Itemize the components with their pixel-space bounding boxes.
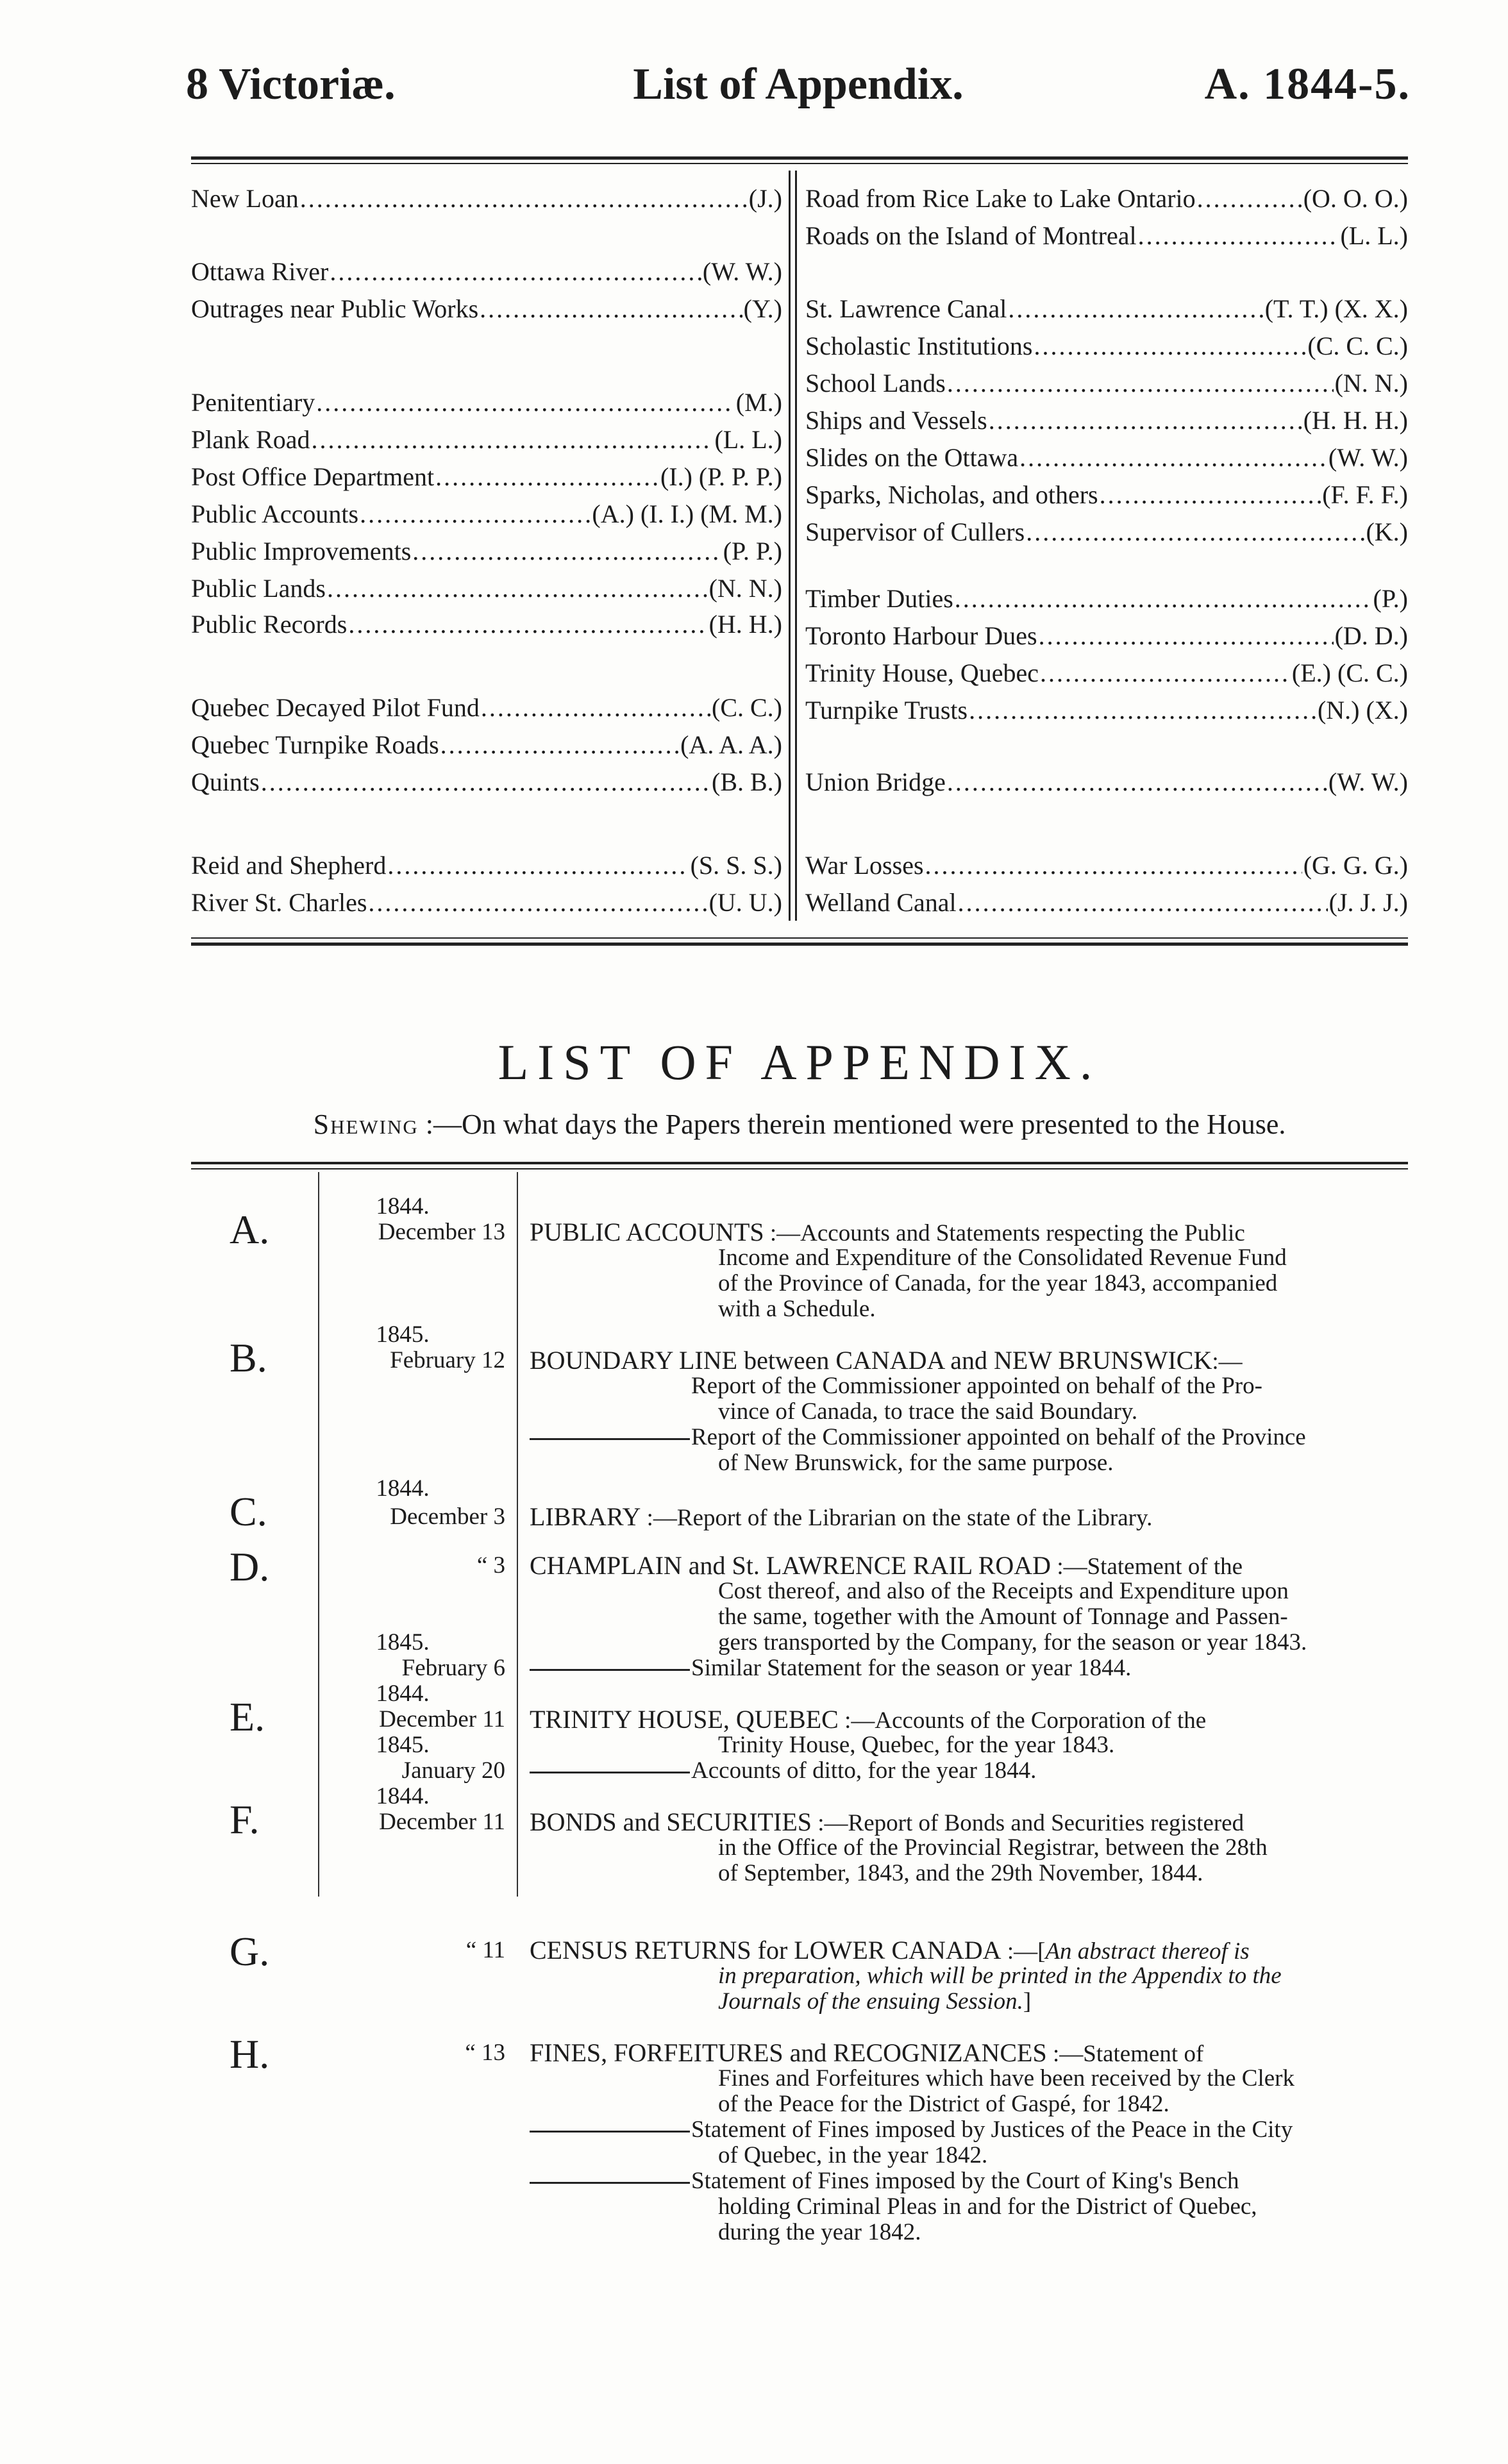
- subject-index: [191, 181, 1408, 923]
- entry-line: BONDS and SECURITIES :—Report of Bonds and Securities registered: [530, 1807, 1244, 1836]
- index-entry: Ottawa River ..... (W. W.): [191, 254, 782, 290]
- index-right-column: [805, 181, 1408, 923]
- presented-year: 1845.: [376, 1629, 430, 1655]
- index-bottom-rule-thick: [191, 943, 1408, 946]
- index-entry: River St. Charles ..... (U. U.): [191, 885, 782, 921]
- section-subtitle: Shewing :—On what days the Papers therein mentioned were presented to the House.: [313, 1109, 1286, 1140]
- ditto-dash: [530, 2182, 690, 2184]
- appendix-letter: G.: [230, 1929, 270, 1974]
- index-bottom-rule-thin: [191, 937, 1408, 939]
- header-rule-thick: [191, 156, 1408, 160]
- index-entry: Union Bridge ..... (W. W.): [805, 764, 1408, 800]
- entry-line: Statement of Fines imposed by Justices of the Peace in the City: [530, 2117, 1293, 2143]
- index-entry: Quints ..... (B. B.): [191, 764, 782, 800]
- entry-heading: BONDS and SECURITIES: [530, 1807, 812, 1836]
- list-top-rule-thin: [191, 1168, 1408, 1169]
- column-divider: [318, 1172, 319, 1897]
- index-entry: Quebec Decayed Pilot Fund ..... (C. C.): [191, 690, 782, 726]
- index-entry: Scholastic Institutions ..... (C. C. C.): [805, 328, 1408, 364]
- entry-line: holding Criminal Pleas in and for the District of Quebec,: [718, 2193, 1257, 2220]
- ditto-dash: [530, 1772, 690, 1773]
- index-entry: Public Improvements ..... (P. P.): [191, 533, 782, 569]
- entry-line: Accounts of ditto, for the year 1844.: [530, 1758, 1036, 1784]
- entry-line: of New Brunswick, for the same purpose.: [718, 1450, 1114, 1476]
- presented-year: 1844.: [376, 1475, 430, 1502]
- entry-line: in the Office of the Provincial Registrar, between the 28th: [718, 1834, 1268, 1861]
- index-entry: Public Records ..... (H. H.): [191, 607, 782, 642]
- entry-line: vince of Canada, to trace the said Boundary.: [718, 1398, 1138, 1425]
- header-rule-thin: [191, 163, 1408, 164]
- presented-date: February 12: [390, 1347, 505, 1373]
- entry-heading: FINES, FORFEITURES and RECOGNIZANCES: [530, 2038, 1047, 2067]
- appendix-letter: F.: [230, 1797, 260, 1842]
- presented-year: 1844.: [376, 1680, 430, 1707]
- index-entry: Outrages near Public Works ..... (Y.): [191, 291, 782, 327]
- entry-line: with a Schedule.: [718, 1296, 876, 1322]
- section-title: LIST OF APPENDIX.: [498, 1034, 1102, 1090]
- header-title: List of Appendix.: [633, 60, 964, 109]
- index-entry: Penitentiary ..... (M.): [191, 385, 782, 421]
- entry-line: Statement of Fines imposed by the Court of King's Bench: [530, 2168, 1239, 2194]
- index-entry: Reid and Shepherd ..... (S. S. S.): [191, 848, 782, 884]
- appendix-letter: E.: [230, 1694, 265, 1739]
- entry-line: during the year 1842.: [718, 2219, 921, 2245]
- index-entry: St. Lawrence Canal ..... (T. T.) (X. X.): [805, 291, 1408, 327]
- entry-line: FINES, FORFEITURES and RECOGNIZANCES :—Statement of: [530, 2038, 1204, 2067]
- running-header: [186, 59, 1411, 117]
- entry-line: Report of the Commissioner appointed on behalf of the Pro-: [691, 1373, 1262, 1399]
- presented-year: 1845.: [376, 1321, 430, 1348]
- entry-heading: TRINITY HOUSE, QUEBEC: [530, 1705, 839, 1734]
- entry-heading: PUBLIC ACCOUNTS: [530, 1218, 764, 1246]
- ditto-dash: [530, 1438, 690, 1440]
- index-left-column: [191, 181, 782, 923]
- appendix-list: [191, 1172, 1408, 2339]
- index-entry: War Losses ..... (G. G. G.): [805, 848, 1408, 884]
- header-year: A. 1844-5.: [1204, 60, 1411, 109]
- entry-line: Report of the Commissioner appointed on behalf of the Province: [530, 1425, 1306, 1450]
- index-entry: Post Office Department ..... (I.) (P. P. P.): [191, 459, 782, 495]
- index-entry: Ships and Vessels ..... (H. H. H.): [805, 403, 1408, 439]
- ditto-dash: [530, 1669, 690, 1671]
- entry-line: of Quebec, in the year 1842.: [718, 2142, 988, 2168]
- entry-line: CHAMPLAIN and St. LAWRENCE RAIL ROAD :—Statement of the: [530, 1551, 1243, 1580]
- index-entry: Public Accounts ..... (A.) (I. I.) (M. M.): [191, 496, 782, 532]
- index-entry: Quebec Turnpike Roads ..... (A. A. A.): [191, 727, 782, 763]
- index-column-divider: [789, 171, 791, 921]
- index-entry: Turnpike Trusts ..... (N.) (X.): [805, 692, 1408, 728]
- entry-line: in preparation, which will be printed in the Appendix to the: [718, 1963, 1282, 1989]
- entry-heading: LIBRARY: [530, 1502, 641, 1531]
- entry-heading: BOUNDARY LINE between CANADA and NEW BRUNSWICK: [530, 1346, 1212, 1375]
- ditto-dash: [530, 2131, 690, 2133]
- entry-line: Income and Expenditure of the Consolidated Revenue Fund: [718, 1245, 1287, 1271]
- entry-line: TRINITY HOUSE, QUEBEC :—Accounts of the Corporation of the: [530, 1705, 1207, 1734]
- index-entry: Toronto Harbour Dues ..... (D. D.): [805, 618, 1408, 654]
- index-entry: Supervisor of Cullers ..... (K.): [805, 514, 1408, 550]
- presented-date: January 20: [401, 1757, 505, 1784]
- index-entry: Welland Canal ..... (J. J. J.): [805, 885, 1408, 921]
- index-entry: Road from Rice Lake to Lake Ontario ..... (O. O. O.): [805, 181, 1408, 217]
- entry-line: LIBRARY :—Report of the Librarian on the state of the Library.: [530, 1502, 1153, 1531]
- presented-year: 1844.: [376, 1193, 430, 1219]
- entry-line: the same, together with the Amount of Tonnage and Passen-: [718, 1604, 1288, 1630]
- index-entry: Trinity House, Quebec ..... (E.) (C. C.): [805, 655, 1408, 691]
- entry-line: gers transported by the Company, for the season or year 1843.: [718, 1629, 1307, 1655]
- index-entry: New Loan ..... (J.): [191, 181, 782, 217]
- index-entry: Public Lands ..... (N. N.): [191, 571, 782, 607]
- entry-line: PUBLIC ACCOUNTS :—Accounts and Statements respecting the Public: [530, 1218, 1245, 1246]
- presented-year: 1844.: [376, 1783, 430, 1809]
- entry-line: CENSUS RETURNS for LOWER CANADA :—[An abstract thereof is: [530, 1936, 1250, 1965]
- entry-line: Similar Statement for the season or year 1844.: [530, 1655, 1131, 1681]
- entry-line: Trinity House, Quebec, for the year 1843.: [718, 1732, 1115, 1758]
- header-session: 8 Victoriæ.: [186, 60, 396, 109]
- presented-date: February 6: [401, 1655, 505, 1681]
- entry-heading: CHAMPLAIN and St. LAWRENCE RAIL ROAD: [530, 1551, 1051, 1580]
- appendix-letter: A.: [230, 1207, 270, 1252]
- appendix-letter: C.: [230, 1489, 267, 1534]
- index-entry: Slides on the Ottawa ..... (W. W.): [805, 440, 1408, 476]
- entry-line: of September, 1843, and the 29th November, 1844.: [718, 1860, 1203, 1886]
- entry-line: Fines and Forfeitures which have been received by the Clerk: [718, 2065, 1295, 2091]
- presented-date: December 11: [379, 1706, 505, 1732]
- index-column-divider: [795, 171, 797, 921]
- presented-date: “ 3: [476, 1552, 505, 1579]
- presented-date: “ 11: [465, 1937, 505, 1963]
- index-entry: School Lands ..... (N. N.): [805, 365, 1408, 401]
- index-entry: Timber Duties ..... (P.): [805, 581, 1408, 617]
- appendix-letter: H.: [230, 2031, 270, 2077]
- presented-date: “ 13: [465, 2040, 505, 2066]
- presented-year: 1845.: [376, 1732, 430, 1758]
- entry-line: Cost thereof, and also of the Receipts and Expenditure upon: [718, 1578, 1289, 1604]
- presented-date: December 3: [390, 1504, 505, 1530]
- entry-line: Journals of the ensuing Session.]: [718, 1988, 1032, 2015]
- appendix-letter: D.: [230, 1544, 270, 1589]
- entry-line: BOUNDARY LINE between CANADA and NEW BRUNSWICK:—: [530, 1346, 1243, 1375]
- appendix-letter: B.: [230, 1335, 267, 1380]
- entry-line: of the Province of Canada, for the year 1843, accompanied: [718, 1270, 1278, 1296]
- index-entry: Roads on the Island of Montreal ..... (L. L.): [805, 218, 1408, 254]
- presented-date: December 13: [378, 1219, 505, 1245]
- list-top-rule-thick: [191, 1162, 1408, 1164]
- index-entry: Plank Road ..... (L. L.): [191, 422, 782, 458]
- entry-heading: CENSUS RETURNS for LOWER CANADA: [530, 1936, 1001, 1965]
- index-entry: Sparks, Nicholas, and others ..... (F. F. F.): [805, 477, 1408, 513]
- presented-date: December 11: [379, 1809, 505, 1835]
- column-divider: [517, 1172, 518, 1897]
- entry-line: of the Peace for the District of Gaspé, for 1842.: [718, 2091, 1169, 2117]
